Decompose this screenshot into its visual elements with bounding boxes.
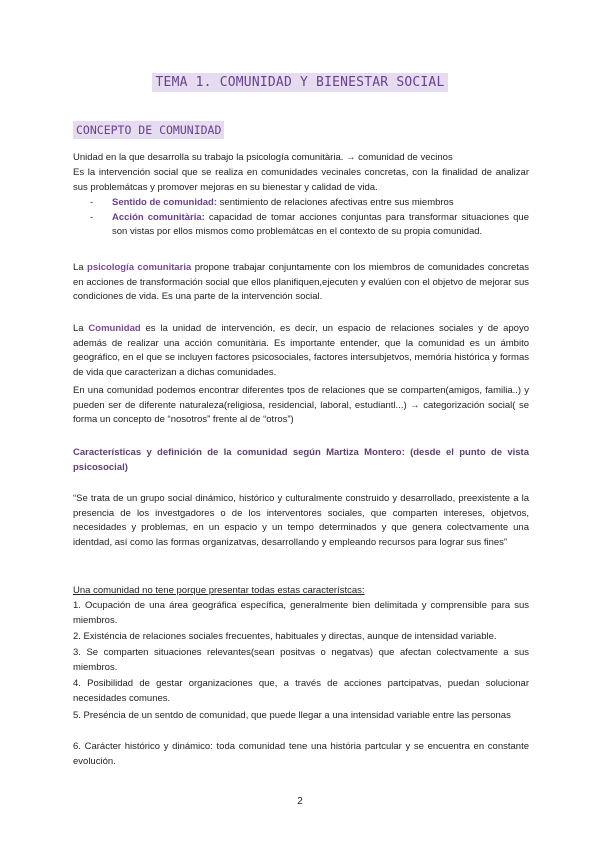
text-fragment: La [73,262,88,273]
bullet-sentido [90,196,529,211]
list-item-4: 4. Posibilidad de gestar organizaciones que, a través de acciones partcipatvas, puedan solucionar necesidades comunes. [73,678,529,704]
text-fragment: es la unidad de intervención, es decir, un espacio de relaciones sociales y de apoyo además de realizar una acción comunitària. Es importante entender, que la comunidad es un ámbito geográfico, en el que se incluyen factores psicosociales, factores intersubjetvos, memória histórica y formas de vida que caracterizan a dichas comunidades. [73,323,529,378]
tipos-relaciones-paragraph: En una comunidad podemos encontrar diferentes tpos de relaciones que se comparten(amigos, familia..) y pueden ser de diferente naturaleza(religiosa, residencial, laboral, estudiantl...) → categorización social( se forma un concepto de “nosotros” frente al de “otros”) [73,385,529,426]
psicologia-paragraph [73,261,529,305]
term-sentido-comunidad: Sentido de comunidad: [112,197,218,208]
title-container [0,73,600,92]
bullet-text: capacidad de tomar acciones conjuntas para transformar situaciones que son vistas por ellos mismos como problemátcas en el contexto de su propia comunidad. [112,211,529,238]
section-title: CONCEPTO DE COMUNIDAD [73,121,224,139]
definition-bullets [90,196,529,240]
text-fragment: La [73,323,89,334]
list-item-6: 6. Carácter histórico y dinámico: toda comunidad tene una história partcular y se encuentra en constante evolución. [73,741,529,767]
list-item-2: 2. Existéncia de relaciones sociales frecuentes, habituales y directas, aunque de intensidad variable. [73,631,497,642]
list-item-1: 1. Ocupación de una área geográfica específica, generalmente bien delimitada y comprensible para sus miembros. [73,600,529,626]
page-title: TEMA 1. COMUNIDAD Y BIENESTAR SOCIAL [152,73,449,92]
bullet-text: sentimiento de relaciones afectivas entre sus miembros [217,197,454,208]
bullet-dash: - [90,197,94,208]
intro-line-1: Unidad en la que desarrolla su trabajo la psicología comunitària. → comunidad de vecinos [73,152,453,163]
page-number: 2 [297,796,303,807]
text-fragment: propone trabajar conjuntamente con los miembros de comunidades concretas en acciones de transformación social que ellos planifiquen,ejecuten y evalúen con el objetvo de mejorar sus condiciones de vida. Es una parte de la intervención social. [73,262,530,303]
intro-paragraph: Es la intervención social que se realiza en comunidades vecinales concretas, con la finalidad de analizar sus problemátcas y promover mejoras en su bienestar y calidad de vida. [73,167,529,193]
list-heading: Una comunidad no tene porque presentar todas estas característcas: [73,585,365,596]
bullet-accion [90,211,529,240]
montero-subheading: Características y definición de la comunidad según Martiza Montero: (desde el punto de vista psicosocial) [73,447,529,473]
bullet-dash: - [90,211,94,223]
term-comunidad: Comunidad [88,323,141,334]
list-item-3: 3. Se comparten situaciones relevantes(sean positvas o negatvas) que afectan colectvamente a sus miembros. [73,647,529,673]
comunidad-paragraph [73,322,529,380]
term-psicologia-comunitaria: psicología comunitaria [87,262,192,273]
term-accion-comunitaria: Acción comunitària: [112,211,205,223]
montero-quote: “Se trata de un grupo social dinámico, histórico y culturalmente construido y desarrollado, preexistente a la presencia de los investgadores o de los interventores sociales, que comparten intereses, objetvos, necesidades y problemas, en un espacio y un tempo determinados y que genera colectvamente una identdad, así como las formas organizatvas, desarrollando y empleando recursos para lograr sus fines” [73,493,529,548]
list-item-5: 5. Preséncia de un sentdo de comunidad, que puede llegar a una intensidad variable entre las personas [73,710,511,721]
